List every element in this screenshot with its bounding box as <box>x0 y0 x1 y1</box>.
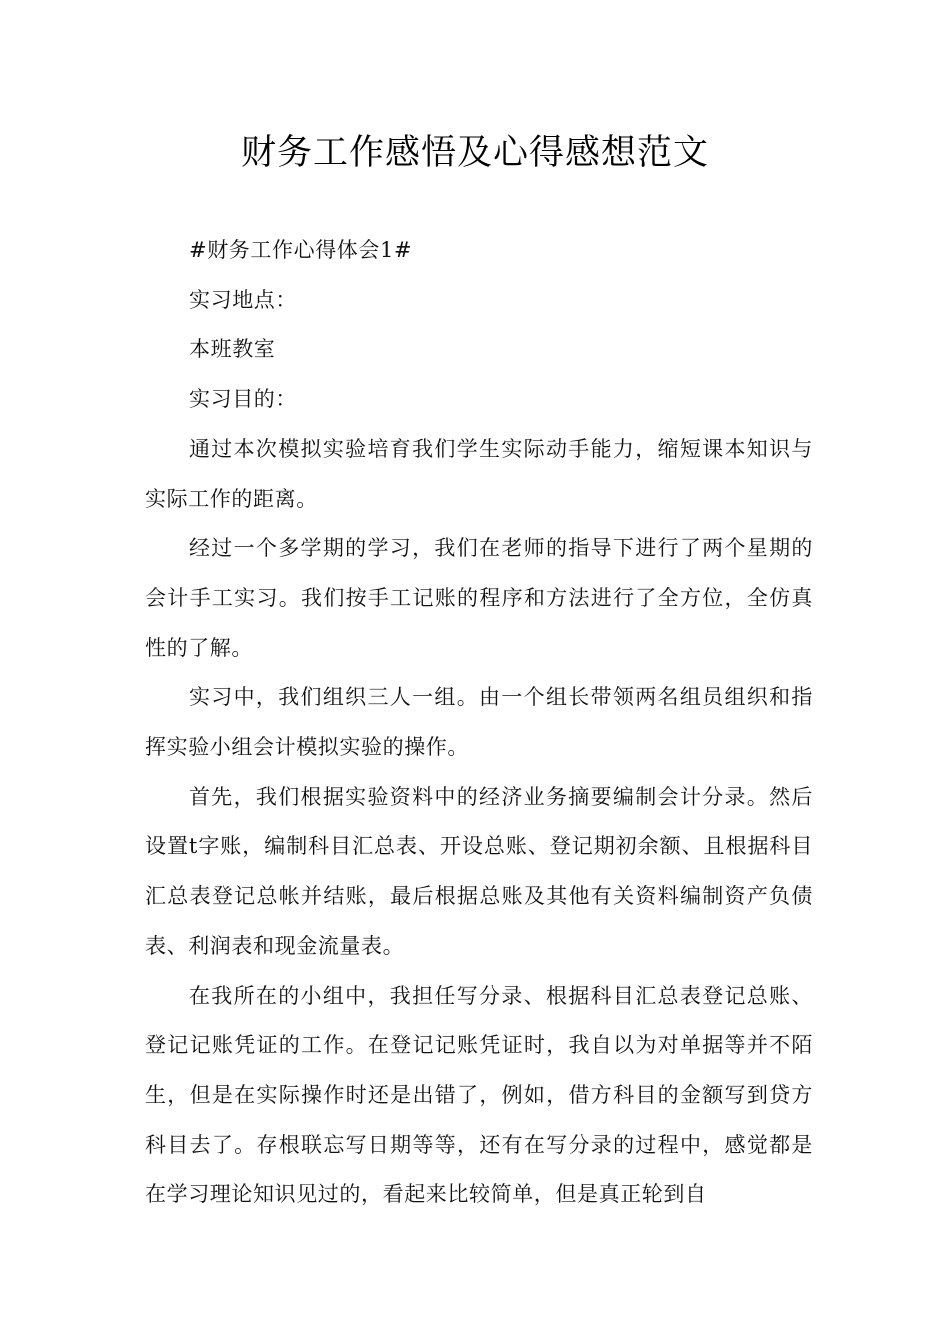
paragraph: 在我所在的小组中，我担任写分录、根据科目汇总表登记总账、登记记账凭证的工作。在登记记账凭证时，我自以为对单据等并不陌生，但是在实际操作时还是出错了，例如，借方科目的金额写到贷方科目去了。存根联忘写日期等等，还有在写分录的过程中，感觉都是在学习理论知识见过的，看起来比较简单，但是真正轮到自 <box>145 983 813 1207</box>
paragraph: 通过本次模拟实验培育我们学生实际动手能力，缩短课本知识与实际工作的距离。 <box>145 436 813 511</box>
document-body <box>145 226 813 1220</box>
paragraph: 首先，我们根据实验资料中的经济业务摘要编制会计分录。然后设置t字账，编制科目汇总表、开设总账、登记期初余额、且根据科目汇总表登记总帐并结账，最后根据总账及其他有关资料编制资产负债表、利润表和现金流量表。 <box>145 784 813 958</box>
paragraph: 经过一个多学期的学习，我们在老师的指导下进行了两个星期的会计手工实习。我们按手工记账的程序和方法进行了全方位，全仿真性的了解。 <box>145 536 813 660</box>
paragraph: 实习中，我们组织三人一组。由一个组长带领两名组员组织和指挥实验小组会计模拟实验的操作。 <box>145 685 813 760</box>
paragraph: 实习地点： <box>189 287 297 312</box>
document-title: 财务工作感悟及心得感想范文 <box>240 133 709 173</box>
paragraph: 本班教室 <box>189 337 276 362</box>
paragraph-heading: #财务工作心得体会1# <box>189 238 413 262</box>
paragraph: 实习目的： <box>189 387 297 412</box>
